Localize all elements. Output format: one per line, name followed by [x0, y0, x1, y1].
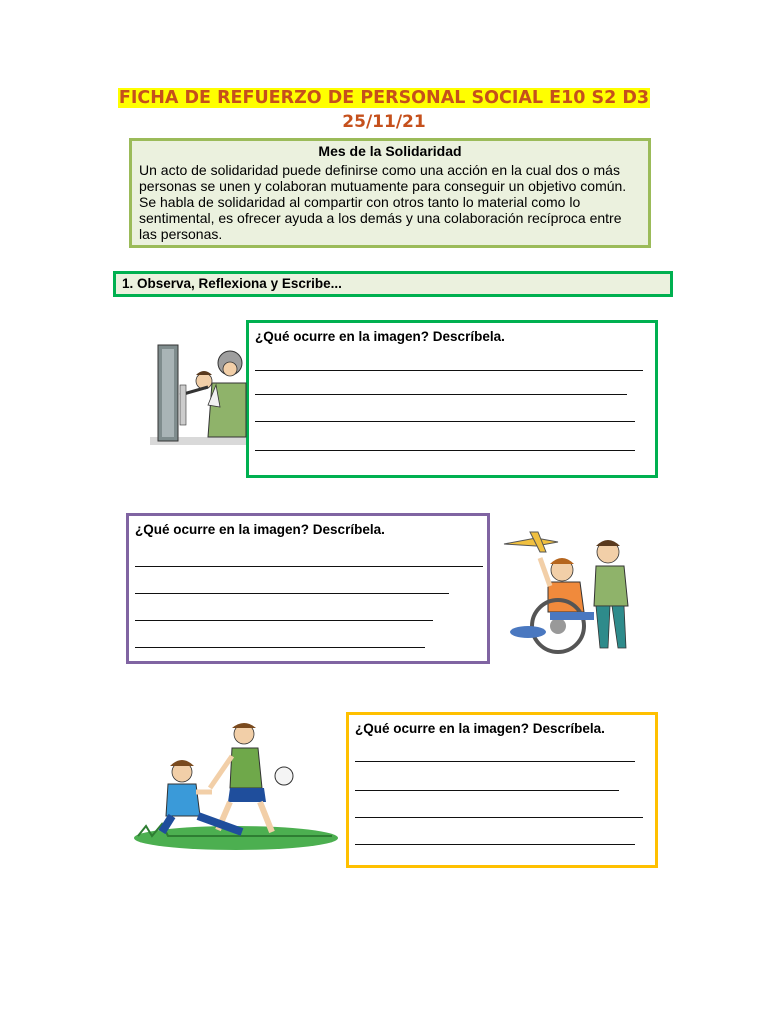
- illustration-wheelchair: [500, 522, 652, 658]
- answer-line[interactable]: [135, 593, 449, 594]
- section-instruction: 1. Observa, Reflexiona y Escribe...: [113, 271, 673, 297]
- answer-line[interactable]: [355, 844, 635, 845]
- illustration-elderly-help: [150, 325, 246, 450]
- intro-text: Un acto de solidaridad puede definirse como una acción en la cual dos o más personas se unen y colaboran mutuamente para conseguir un objetivo común. Se habla de solidaridad al compartir con otros tanto lo material como lo sentimental, es ofrecer ayuda a los demás y una colaboración recíproca entre las personas.: [139, 162, 627, 242]
- question-prompt-3: ¿Qué ocurre en la imagen? Descríbela.: [355, 721, 605, 736]
- question-box-1: [246, 320, 658, 478]
- worksheet-title: FICHA DE REFUERZO DE PERSONAL SOCIAL E10 S2 D3: [118, 88, 650, 108]
- question-prompt-1: ¿Qué ocurre en la imagen? Descríbela.: [255, 329, 505, 344]
- question-box-2: [126, 513, 490, 664]
- answer-line[interactable]: [135, 620, 433, 621]
- answer-line[interactable]: [255, 370, 643, 371]
- question-prompt-2: ¿Qué ocurre en la imagen? Descríbela.: [135, 522, 385, 537]
- answer-line[interactable]: [135, 566, 483, 567]
- answer-line[interactable]: [255, 394, 627, 395]
- answer-line[interactable]: [135, 647, 425, 648]
- illustration-fallen-friend: [132, 722, 340, 854]
- answer-line[interactable]: [355, 761, 635, 762]
- answer-line[interactable]: [255, 450, 635, 451]
- worksheet-date: 25/11/21: [342, 112, 426, 132]
- answer-line[interactable]: [355, 790, 619, 791]
- intro-heading: Mes de la Solidaridad: [318, 143, 462, 159]
- answer-line[interactable]: [255, 421, 635, 422]
- intro-box: [129, 138, 651, 248]
- answer-line[interactable]: [355, 817, 643, 818]
- question-box-3: [346, 712, 658, 868]
